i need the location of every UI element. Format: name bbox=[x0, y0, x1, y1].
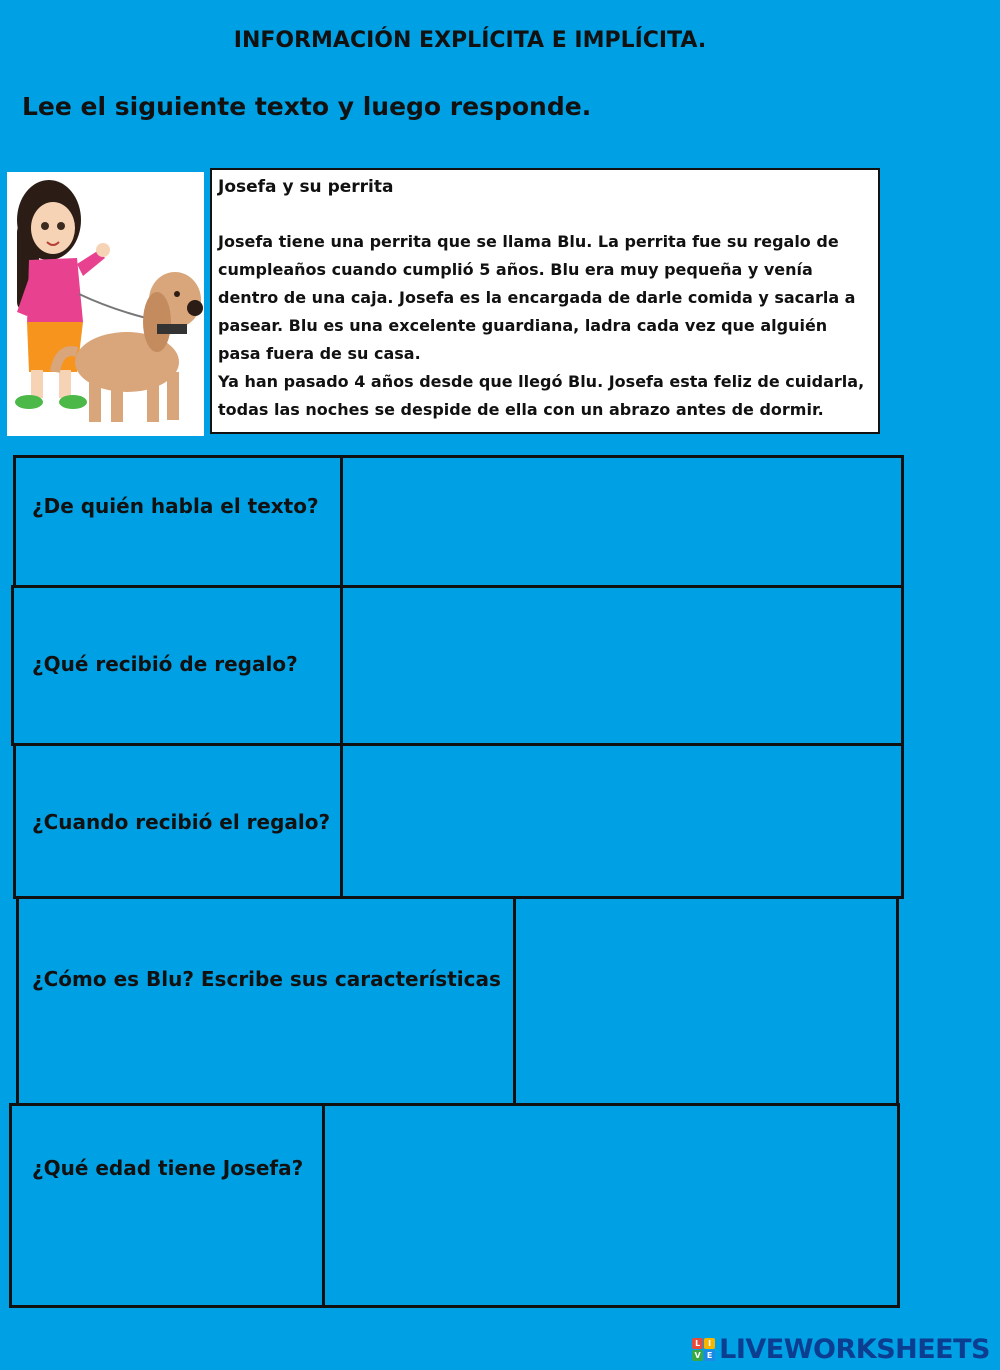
question-1-label: ¿De quién habla el texto? bbox=[32, 494, 319, 518]
story-line: Ya han pasado 4 años desde que llegó Blu. Josefa esta feliz de cuidarla, bbox=[218, 372, 865, 391]
liveworksheets-logo[interactable] bbox=[692, 1334, 990, 1364]
answer-4-field[interactable] bbox=[513, 896, 899, 1106]
question-4-label: ¿Cómo es Blu? Escribe sus características bbox=[32, 967, 501, 991]
question-1-cell bbox=[13, 455, 343, 588]
story-box bbox=[210, 168, 880, 434]
answer-2-field[interactable] bbox=[340, 585, 904, 746]
story-line: pasear. Blu es una excelente guardiana, ladra cada vez que alguién bbox=[218, 316, 828, 335]
logo-letter: E bbox=[704, 1350, 715, 1361]
story-line: Josefa tiene una perrita que se llama Blu. La perrita fue su regalo de bbox=[218, 232, 839, 251]
instruction-text: Lee el siguiente texto y luego responde. bbox=[22, 92, 592, 121]
logo-text: LIVEWORKSHEETS bbox=[719, 1333, 990, 1365]
answer-3-field[interactable] bbox=[340, 743, 904, 899]
logo-letter: V bbox=[692, 1350, 703, 1361]
question-5-label: ¿Qué edad tiene Josefa? bbox=[32, 1156, 304, 1180]
answer-1-field[interactable] bbox=[340, 455, 904, 588]
logo-mark-icon bbox=[692, 1338, 715, 1361]
question-2-label: ¿Qué recibió de regalo? bbox=[32, 652, 298, 676]
worksheet-title: INFORMACIÓN EXPLÍCITA E IMPLÍCITA. bbox=[233, 28, 707, 53]
logo-letter: I bbox=[704, 1338, 715, 1349]
question-5-cell bbox=[9, 1103, 326, 1308]
girl-dog-icon bbox=[7, 172, 204, 436]
question-4-cell bbox=[16, 896, 517, 1106]
logo-letter: L bbox=[692, 1338, 703, 1349]
story-line: todas las noches se despide de ella con un abrazo antes de dormir. bbox=[218, 400, 824, 419]
story-line: pasa fuera de su casa. bbox=[218, 344, 421, 363]
story-line: dentro de una caja. Josefa es la encargada de darle comida y sacarla a bbox=[218, 288, 856, 307]
story-body bbox=[218, 228, 872, 424]
girl-walking-dog-illustration bbox=[7, 172, 204, 436]
story-title: Josefa y su perrita bbox=[218, 177, 394, 197]
question-3-label: ¿Cuando recibió el regalo? bbox=[32, 810, 331, 834]
answer-5-field[interactable] bbox=[322, 1103, 900, 1308]
story-line: cumpleaños cuando cumplió 5 años. Blu era muy pequeña y venía bbox=[218, 260, 813, 279]
